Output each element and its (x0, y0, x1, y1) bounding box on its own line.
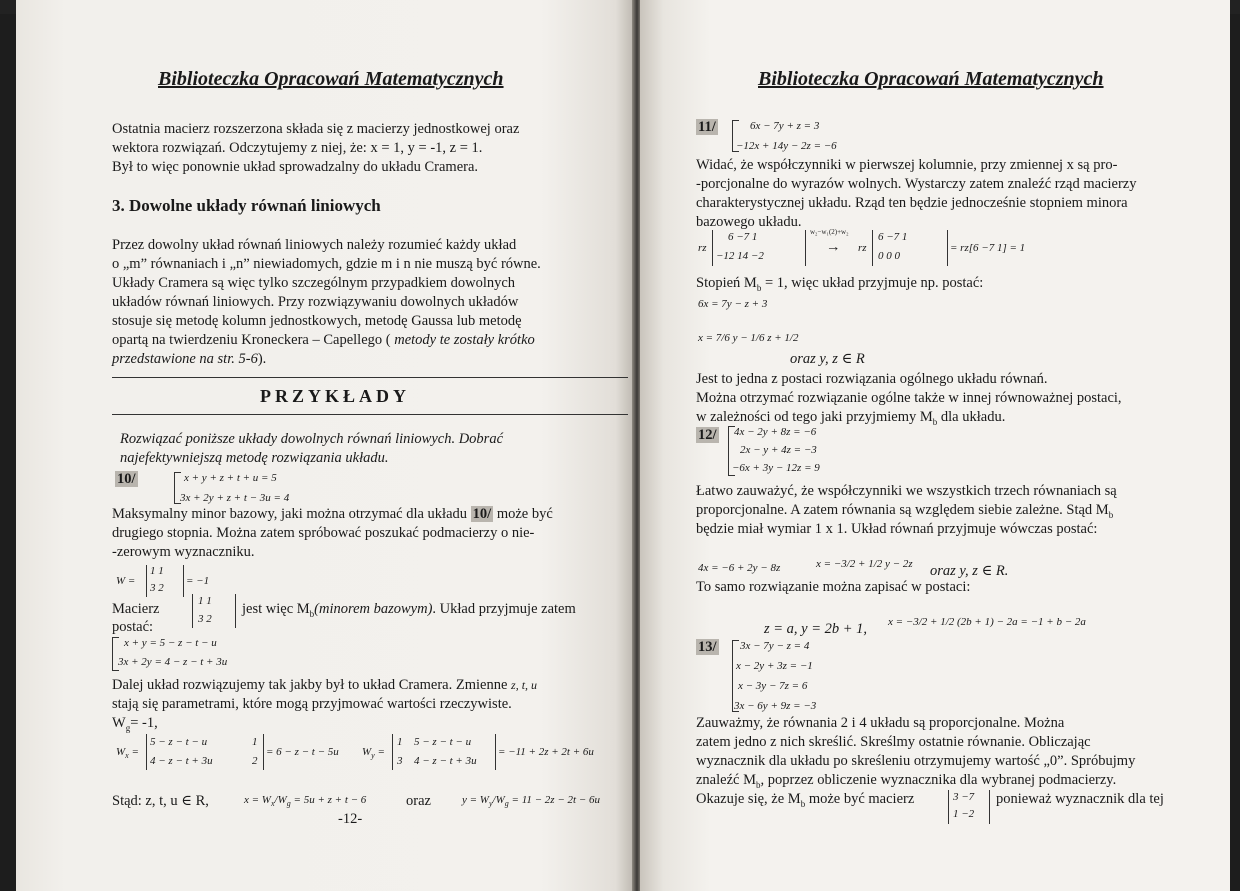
left-paragraph-line (112, 676, 537, 695)
examples-heading: PRZYKŁADY (260, 386, 411, 406)
left-paragraph-line: postać: (112, 619, 154, 635)
italic-text: (minorem bazowym) (314, 601, 433, 617)
right-paragraph-line: charakterystycznej układu. Rząd ten będzie jednocześnie stopniem minora (696, 195, 1128, 211)
example-label: 13/ (698, 639, 717, 655)
right-paragraph-line: będzie miał wymiar 1 x 1. Układ równań przyjmuje wówczas postać: (696, 521, 1098, 537)
example-ref: 10/ (472, 506, 492, 522)
rank-result: = rz[6 −7 1] = 1 (950, 242, 1026, 254)
equation: x + y + z + t + u = 5 (184, 472, 277, 484)
left-paragraph-line: Układy Cramera są więc tylko szczególnym przypadkiem dowolnych (112, 275, 516, 291)
row-operation: w₂−w₁(2)+w₂ (810, 228, 849, 236)
formula-lhs: $W_x$ = (116, 746, 139, 761)
right-paragraph-line: Widać, że współczynniki w pierwszej kolumnie, przy zmiennej x są pro- (696, 157, 1118, 173)
line-text: Stopień M (696, 275, 757, 291)
equation: 4x − 2y + 8z = −6 (734, 426, 817, 438)
right-paragraph-line: zatem jedno z nich skreślić. Skreślmy ostatnie równanie. Obliczając (696, 734, 1091, 750)
equation: x = −3/2 + 1/2 y − 2z (816, 558, 913, 570)
line-text: może być (496, 506, 553, 522)
left-paragraph-line: Był to więc ponownie układ sprowadzalny do układu Cramera. (112, 159, 479, 175)
line-text: . Układ przyjmuje zatem (432, 601, 576, 617)
parameter-condition: oraz y, z ∈ R. (930, 563, 1009, 579)
left-paragraph-line (112, 331, 535, 350)
line-text: = 1, więc układ przyjmuje np. postać: (764, 275, 984, 291)
line-text: W (112, 715, 126, 731)
left-paragraph-line: Macierz (112, 601, 160, 617)
example-number (696, 118, 718, 137)
right-page (640, 0, 1230, 891)
subscript: b (1108, 509, 1114, 520)
right-paragraph-line (696, 274, 983, 298)
italic-text: metody te zostały krótko (390, 332, 535, 348)
line-text: = -1, (130, 715, 158, 731)
left-paragraph-line: o „m” równaniach i „n” niewiadomych, gdzie m i n nie muszą być równe. (112, 256, 541, 272)
right-paragraph-line: Łatwo zauważyć, że współczynniki we wszystkich trzech równaniach są (696, 483, 1117, 499)
left-paragraph-line: stosuje się metodę kolumn jednostkowych, metodę Gaussa lub metodę (112, 313, 522, 329)
matrix-row: 3 −7 (953, 791, 975, 803)
line-text: Maksymalny minor bazowy, jaki można otrzymać dla układu (112, 506, 468, 522)
left-paragraph-line: -zerowym wyznaczniku. (112, 544, 255, 560)
symbol: W (362, 746, 372, 758)
equation: x = 7/6 y − 1/6 z + 1/2 (698, 332, 799, 344)
arrow: → (826, 239, 841, 255)
line-text: opartą na twierdzeniu Kroneckera – Capellego ( (112, 332, 391, 348)
line-text: znaleźć M (696, 772, 756, 788)
line-text: dla układu. (940, 409, 1006, 425)
formula: $x = W_x/W_g = 5u + z + t - 6$ (244, 794, 367, 809)
left-paragraph-line: drugiego stopnia. Można zatem spróbować poszukać podmacierzy o nie- (112, 525, 535, 541)
formula-rhs: = 11 − 2z − 2t − 6u (511, 794, 600, 806)
matrix-row: 3 2 (150, 582, 164, 594)
formula-rhs: = 6 − z − t − 5u (266, 746, 339, 758)
example-label: 10/ (117, 471, 136, 487)
matrix-row: 6 −7 1 (728, 231, 758, 243)
matrix-row: −12 14 −2 (716, 250, 764, 262)
task-line: najefektywniejszą metodę rozwiązania układu. (120, 450, 389, 466)
subscript: b (932, 416, 938, 427)
left-paragraph-line (242, 600, 576, 624)
line-text: może być macierz (808, 791, 915, 807)
subscript: b (800, 798, 806, 809)
substitution: z = a, y = 2b + 1, (764, 621, 868, 637)
left-page (16, 0, 634, 891)
left-paragraph-line: układów równań liniowych. Przy rozwiązywaniu dowolnych układów (112, 294, 519, 310)
section-heading: 3. Dowolne układy równań liniowych (112, 196, 381, 215)
line-text: przedstawione na str. 5-6 (112, 351, 258, 367)
variables: z, t, u (511, 678, 538, 692)
subscript: b (756, 282, 762, 293)
formula-lhs: $W_y$ = (362, 746, 385, 761)
line-text: Dalej układ rozwiązujemy tak jakby był to układ Cramera. Zmienne (112, 677, 508, 693)
formula-rhs: = −1 (186, 575, 210, 587)
divider (112, 377, 628, 378)
parameter-condition: oraz y, z ∈ R (790, 351, 865, 367)
matrix-cell: 3 (397, 755, 403, 767)
line-text: ). (257, 351, 267, 367)
left-paragraph-line (112, 350, 266, 369)
line-text: Stąd: z, t, u ∈ R, (112, 793, 209, 809)
right-paragraph-line: Zauważmy, że równania 2 i 4 układu są proporcjonalne. Można (696, 715, 1065, 731)
formula-rhs: = −11 + 2z + 2t + 6u (498, 746, 594, 758)
equation: 3x − 7y − z = 4 (740, 640, 810, 652)
equation: x = −3/2 + 1/2 (2b + 1) − 2a = −1 + b − 2a (888, 616, 1086, 628)
example-label: 12/ (698, 427, 717, 443)
example-number (115, 470, 138, 489)
divider (112, 414, 628, 415)
line-text: , poprzez obliczenie wyznacznika dla wybranej podmacierzy. (760, 772, 1117, 788)
left-paragraph-line: Przez dowolny układ równań liniowych należy rozumieć każdy układ (112, 237, 517, 253)
line-text: proporcjonalne. A zatem równania są względem siebie zależne. Stąd M (696, 502, 1109, 518)
matrix-row: 1 1 (150, 565, 164, 577)
matrix-row: 0 0 0 (878, 250, 900, 262)
equation: 6x − 7y + z = 3 (750, 120, 820, 132)
conclusion-line (112, 792, 209, 811)
right-paragraph-line: -porcjonalne do wyrazów wolnych. Wystarczy zatem znaleźć rząd macierzy (696, 176, 1137, 192)
matrix-row: 6 −7 1 (878, 231, 908, 243)
right-paragraph-line: Jest to jedna z postaci rozwiązania ogólnego układu równań. (696, 371, 1048, 387)
right-paragraph-line (696, 790, 914, 814)
matrix-row: 3 2 (198, 613, 212, 625)
right-paragraph-line: ponieważ wyznacznik dla tej (996, 791, 1164, 807)
example-label: 11/ (698, 119, 716, 135)
equation: 4x = −6 + 2y − 8z (698, 562, 781, 574)
subscript: g (125, 722, 131, 733)
rank-symbol: rz (698, 242, 707, 254)
formula-rhs: = 5u + z + t − 6 (293, 794, 367, 806)
rank-symbol: rz (858, 242, 867, 254)
matrix-cell: 5 − z − t − u (150, 736, 208, 748)
line-text: jest więc M (242, 601, 310, 617)
matrix-cell: 2 (252, 755, 258, 767)
task-line: Rozwiązać poniższe układy dowolnych równań liniowych. Dobrać (120, 431, 504, 447)
matrix-cell: 5 − z − t − u (414, 736, 472, 748)
left-paragraph-line: Ostatnia macierz rozszerzona składa się z macierzy jednostkowej oraz (112, 121, 520, 137)
conjunction: oraz (406, 793, 431, 809)
left-page-header: Biblioteczka Opracowań Matematycznych (158, 68, 504, 90)
right-paragraph-line: Można otrzymać rozwiązanie ogólne także w innej równoważnej postaci, (696, 390, 1122, 406)
left-paragraph-line (112, 505, 553, 524)
symbol: W (116, 746, 126, 758)
line-text: Okazuje się, że M (696, 791, 801, 807)
subscript: b (755, 779, 761, 790)
equation: x − 2y + 3z = −1 (736, 660, 813, 672)
equation: 2x − y + 4z = −3 (740, 444, 817, 456)
matrix-cell: 4 − z − t + 3u (414, 755, 477, 767)
equation: x − 3y − 7z = 6 (738, 680, 808, 692)
page-number: -12- (338, 811, 363, 827)
line-text: w zależności od tego jaki przyjmiemy M (696, 409, 933, 425)
equation: x + y = 5 − z − t − u (124, 637, 217, 649)
example-number (696, 426, 719, 445)
equation: −12x + 14y − 2z = −6 (736, 140, 837, 152)
right-paragraph-line: To samo rozwiązanie można zapisać w postaci: (696, 579, 971, 595)
symbol: y = W (462, 794, 489, 806)
equation: 6x = 7y − z + 3 (698, 298, 768, 310)
left-paragraph-line: stają się parametrami, które mogą przyjmować wartości rzeczywiste. (112, 696, 512, 712)
matrix-cell: 1 (397, 736, 403, 748)
matrix-cell: 1 (252, 736, 258, 748)
symbol: x = W (244, 794, 271, 806)
matrix-cell: 4 − z − t + 3u (150, 755, 213, 767)
left-paragraph-line: wektora rozwiązań. Odczytujemy z niej, że: x = 1, y = -1, z = 1. (112, 140, 483, 156)
equation: 3x − 6y + 9z = −3 (734, 700, 817, 712)
right-page-header: Biblioteczka Opracowań Matematycznych (758, 68, 1104, 90)
equation: 3x + 2y + z + t − 3u = 4 (180, 492, 290, 504)
equation: 3x + 2y = 4 − z − t + 3u (118, 656, 228, 668)
matrix-row: 1 −2 (953, 808, 975, 820)
formula-lhs: W = (116, 575, 136, 587)
right-paragraph-line: wyznacznik dla układu po skreśleniu otrzymujemy wartość „0”. Spróbujmy (696, 753, 1136, 769)
formula: $y = W_y/W_g = 11 - 2z - 2t - 6u$ (462, 794, 600, 809)
subscript: b (309, 608, 315, 619)
equation: −6x + 3y − 12z = 9 (732, 462, 820, 474)
right-paragraph-line: bazowego układu. (696, 214, 802, 230)
matrix-row: 1 1 (198, 595, 212, 607)
example-number (696, 638, 719, 657)
